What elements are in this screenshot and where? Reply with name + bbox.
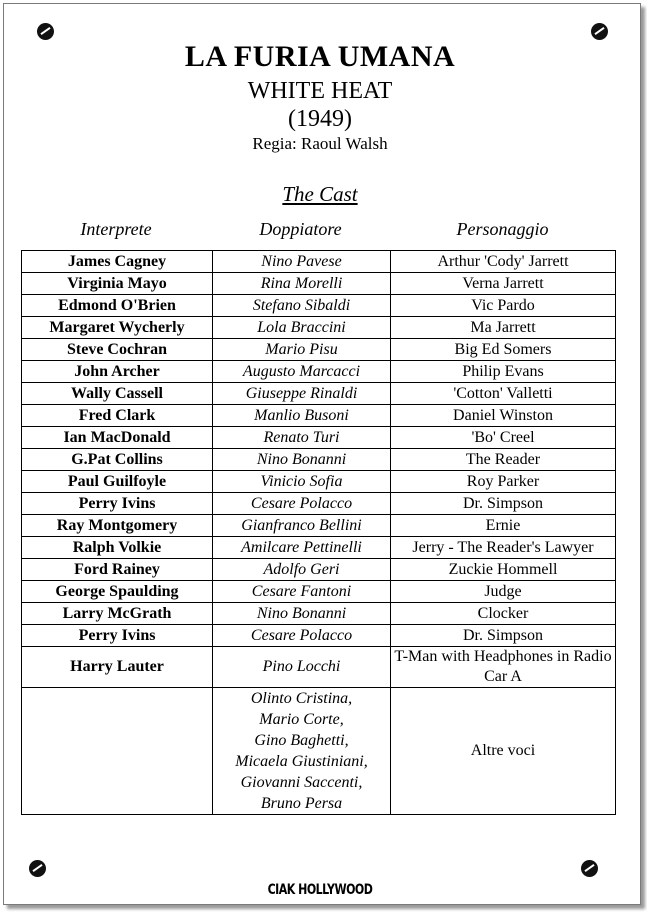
other-voice-dubber: Olinto Cristina,	[250, 690, 353, 707]
character-cell: Judge	[391, 581, 616, 603]
character-cell: Roy Parker	[391, 471, 616, 493]
character-cell: The Reader	[391, 449, 616, 471]
other-voice-dubber: Micaela Giustiniani,	[235, 753, 368, 770]
footer-logo: CIAK HOLLYWOOD	[267, 881, 373, 898]
dubber-cell: Stefano Sibaldi	[213, 295, 391, 317]
director-line: Regia: Raoul Walsh	[252, 134, 388, 153]
character-cell: T-Man with Headphones in Radio Car A	[391, 647, 616, 688]
dubber-cell: Cesare Polacco	[213, 625, 391, 647]
actor-cell: George Spaulding	[22, 581, 213, 603]
character-cell: Dr. Simpson	[391, 625, 616, 647]
dubber-cell: Cesare Polacco	[213, 493, 391, 515]
dubber-cell: Nino Pavese	[213, 251, 391, 273]
table-row	[22, 625, 616, 647]
table-row	[22, 295, 616, 317]
dubber-cell: Lola Braccini	[213, 317, 391, 339]
screw-icon	[581, 860, 598, 877]
character-cell: Arthur 'Cody' Jarrett	[391, 251, 616, 273]
actor-cell: James Cagney	[22, 251, 213, 273]
dubber-cell: Cesare Fantoni	[213, 581, 391, 603]
actor-cell: Harry Lauter	[22, 647, 213, 688]
actor-cell: Edmond O'Brien	[22, 295, 213, 317]
other-voices-dubbers-cell	[213, 688, 391, 815]
original-title: WHITE HEAT	[247, 78, 393, 104]
character-cell: Ma Jarrett	[391, 317, 616, 339]
character-cell: Vic Pardo	[391, 295, 616, 317]
dubber-cell: Renato Turi	[213, 427, 391, 449]
table-row	[22, 493, 616, 515]
table-row	[22, 383, 616, 405]
dubber-cell: Augusto Marcacci	[213, 361, 391, 383]
actor-cell: Ralph Volkie	[22, 537, 213, 559]
column-header-dubber: Doppiatore	[259, 219, 342, 239]
dubber-cell: Vinicio Sofia	[213, 471, 391, 493]
other-voices-actor-cell	[22, 688, 213, 815]
character-cell: Philip Evans	[391, 361, 616, 383]
character-cell: 'Cotton' Valletti	[391, 383, 616, 405]
character-cell: 'Bo' Creel	[391, 427, 616, 449]
dubber-cell: Mario Pisu	[213, 339, 391, 361]
movie-title: LA FURIA UMANA	[184, 40, 456, 73]
table-row	[22, 537, 616, 559]
other-voice-dubber: Mario Corte,	[259, 711, 344, 728]
character-cell: Big Ed Somers	[391, 339, 616, 361]
actor-cell: Perry Ivins	[22, 493, 213, 515]
dubber-cell: Rina Morelli	[213, 273, 391, 295]
table-row	[22, 339, 616, 361]
table-row	[22, 559, 616, 581]
table-row	[22, 427, 616, 449]
actor-cell: Wally Cassell	[22, 383, 213, 405]
table-row	[22, 647, 616, 688]
character-cell: Dr. Simpson	[391, 493, 616, 515]
other-voice-dubber: Giovanni Saccenti,	[240, 774, 363, 791]
dubber-cell: Manlio Busoni	[213, 405, 391, 427]
table-row	[22, 361, 616, 383]
screw-icon	[29, 860, 46, 877]
release-year: (1949)	[288, 106, 352, 132]
table-row	[22, 405, 616, 427]
column-header-actor: Interprete	[80, 219, 152, 239]
character-cell: Clocker	[391, 603, 616, 625]
character-cell: Zuckie Hommell	[391, 559, 616, 581]
actor-cell: Ray Montgomery	[22, 515, 213, 537]
actor-cell: Paul Guilfoyle	[22, 471, 213, 493]
actor-cell: Ford Rainey	[22, 559, 213, 581]
other-voices-label: Altre voci	[391, 688, 616, 815]
table-row	[22, 471, 616, 493]
section-title: The Cast	[282, 182, 358, 206]
actor-cell: Steve Cochran	[22, 339, 213, 361]
character-cell: Jerry - The Reader's Lawyer	[391, 537, 616, 559]
table-row	[22, 273, 616, 295]
dubber-cell: Adolfo Geri	[213, 559, 391, 581]
other-voice-dubber: Gino Baghetti,	[254, 732, 349, 749]
character-cell: Verna Jarrett	[391, 273, 616, 295]
dubber-cell: Nino Bonanni	[213, 603, 391, 625]
dubber-cell: Nino Bonanni	[213, 449, 391, 471]
dubber-cell: Gianfranco Bellini	[213, 515, 391, 537]
table-row	[22, 581, 616, 603]
actor-cell: Fred Clark	[22, 405, 213, 427]
dubber-cell: Giuseppe Rinaldi	[213, 383, 391, 405]
actor-cell: Ian MacDonald	[22, 427, 213, 449]
table-row	[22, 251, 616, 273]
actor-cell: Margaret Wycherly	[22, 317, 213, 339]
actor-cell: John Archer	[22, 361, 213, 383]
screw-icon	[37, 23, 54, 40]
actor-cell: G.Pat Collins	[22, 449, 213, 471]
column-header-character: Personaggio	[456, 219, 549, 239]
other-voice-dubber: Bruno Persa	[260, 795, 343, 812]
dubber-cell: Amilcare Pettinelli	[213, 537, 391, 559]
other-voices-row	[22, 688, 616, 815]
table-row	[22, 603, 616, 625]
dubber-cell: Pino Locchi	[213, 647, 391, 688]
table-row	[22, 317, 616, 339]
table-row	[22, 515, 616, 537]
actor-cell: Perry Ivins	[22, 625, 213, 647]
character-cell: Daniel Winston	[391, 405, 616, 427]
table-row	[22, 449, 616, 471]
actor-cell: Larry McGrath	[22, 603, 213, 625]
cast-table	[21, 250, 616, 815]
character-cell: Ernie	[391, 515, 616, 537]
actor-cell: Virginia Mayo	[22, 273, 213, 295]
screw-icon	[591, 23, 608, 40]
